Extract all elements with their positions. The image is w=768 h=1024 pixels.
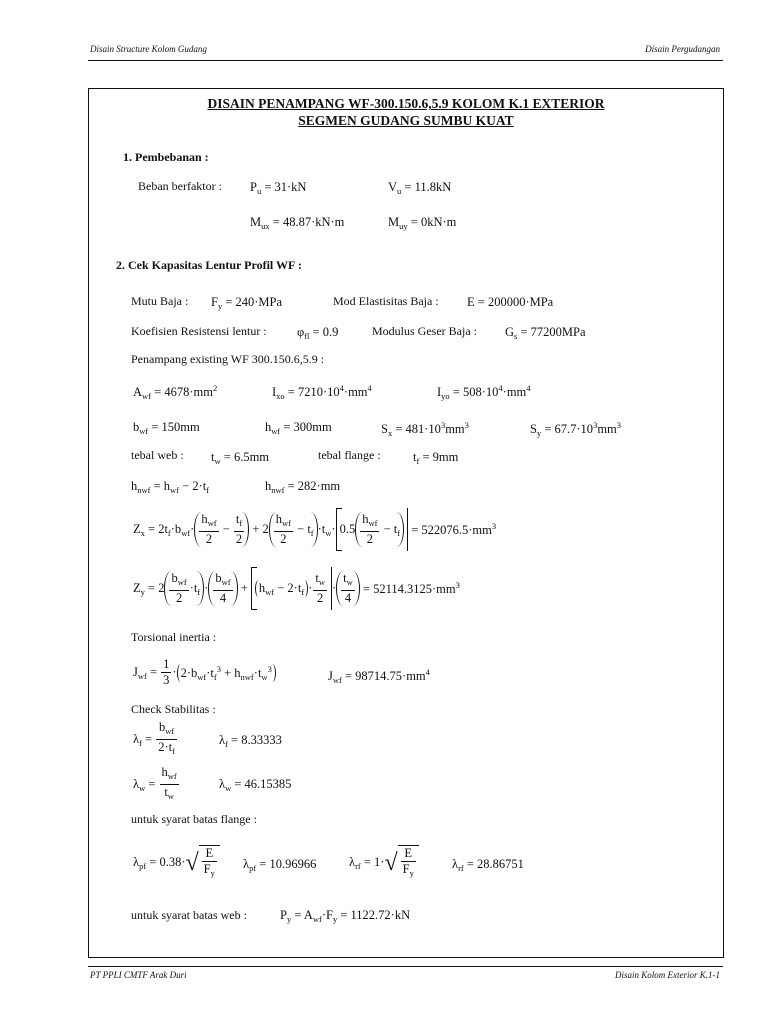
py-formula: $P_y = A_{wf}\cdot F_y = 1122.72\cdot kN$ [280,908,411,924]
iyo-value: 508·10 [462,385,499,399]
e-formula: E = 200000·MPa [467,295,554,309]
phi-formula: $\varphi_{fl} = 0.9$ [297,325,339,341]
lambda-rf-value: 28.86751 [477,857,524,871]
mux-formula: $M_{ux} = 48.87\cdot kN\cdot m$ [250,215,345,231]
hwf-formula: $h_{wf} = 300mm$ [265,420,332,436]
footer-rule [88,966,723,967]
lambda-w-formula: $\lambda_w = 46.15385$ [219,777,292,793]
tf-value: 9mm [432,450,459,464]
torsional-label: Torsional inertia : [131,630,217,644]
zy-equation: $Z_y = 2$ $b_{wf}$ 2 $\cdot t_f$ · $b_{wf}$ 4 + $h_{wf} - 2\cdot t_f$ · $\frac{t_w}{2}$ · $\frac{t_w}{4}$ = $52114.3125\cdot mm^3$ [133,567,460,610]
mux-value: 48.87·kN·m [282,215,345,229]
beban-label: Beban berfaktor : [138,179,222,193]
footer-left: PT PPLI CMTF Arak Duri [90,970,187,980]
awf-formula: $A_{wf} = 4678\cdot mm^2$ [133,383,218,401]
title-line-1: DISAIN PENAMPANG WF-300.150.6,5.9 KOLOM K.1 EXTERIOR [207,96,605,111]
jwf-formula: $J_{wf} = 98714.75\cdot mm^4$ [328,667,430,685]
lambda-rf-formula: $\lambda_{rf} = 28.86751$ [452,857,524,873]
bwf-value: 150mm [161,420,200,434]
mod-label: Mod Elastisitas Baja : [333,294,439,308]
gs-value: 77200MPa [530,325,586,339]
py-value: 1122.72·kN [350,908,411,922]
phi-value: 0.9 [322,325,339,339]
jwf-equation: $J_{wf}$ = $\frac{1}{3}$ · $2\cdot b_{wf}\cdot t_f^3 + h_{nwf}\cdot t_w^3$ [133,657,276,688]
pu-formula: $P_u = 31\cdot kN$ [250,180,307,196]
web-label: untuk syarat batas web : [131,908,247,922]
sx-formula: $S_x = 481\cdot 10^3mm^3$ [381,420,469,438]
iyo-formula: $I_{yo} = 508\cdot 10^4\cdot mm^4$ [437,383,531,401]
lambda-pf-equation: $\lambda_{pf} = 0.38\cdot√$ $\frac{E}{F_y}$ [133,845,220,881]
header-right: Disain Pergudangan [645,44,720,54]
fy-value: 240·MPa [235,295,283,309]
ixo-formula: $I_{xo} = 7210\cdot 10^4\cdot mm^4$ [272,383,372,401]
lambda-w-value: 46.15385 [244,777,292,791]
vu-formula: $V_u = 11.8kN$ [388,180,452,196]
section-2-heading: 2. Cek Kapasitas Lentur Profil WF : [116,258,302,272]
header-rule [88,60,723,61]
hnwf-formula: $h_{nwf} = 282\cdot mm$ [265,479,341,495]
zy-value: 52114.3125·mm [373,582,456,596]
tw-formula: $t_w = 6.5mm$ [211,450,270,466]
lambda-f-formula: $\lambda_f = 8.33333$ [219,733,282,749]
zx-value: 522076.5·mm [421,523,492,537]
fy-formula: $F_y = 240\cdot MPa$ [211,295,283,311]
penampang-label: Penampang existing WF 300.150.6,5.9 : [131,352,325,366]
check-label: Check Stabilitas : [131,702,216,716]
hwf-value: 300mm [293,420,332,434]
sx-value: 481·10 [405,422,441,436]
tebal-web-label: tebal web : [131,448,184,462]
tebal-flange-label: tebal flange : [318,448,381,462]
lambda-w-equation: $\lambda_w$ = $h_{wf}$ $t_w$ [133,765,177,801]
sy-formula: $S_y = 67.7\cdot 10^3mm^3$ [530,420,622,438]
tw-value: 6.5mm [233,450,270,464]
lambda-pf-formula: $\lambda_{pf} = 10.96966$ [243,857,317,873]
jwf-value: 98714.75·mm [355,669,426,683]
modg-label: Modulus Geser Baja : [372,324,477,338]
footer-right: Disain Kolom Exterior K.1-1 [615,970,720,980]
hnwf-value: 282·mm [297,479,341,493]
vu-value: 11.8kN [414,180,452,194]
gs-formula: $G_s = 77200MPa$ [505,325,586,341]
muy-formula: $M_{uy} = 0kN\cdot m$ [388,215,457,231]
e-value: 200000·MPa [487,295,554,309]
title-line-2: SEGMEN GUDANG SUMBU KUAT [298,113,514,128]
ixo-value: 7210·10 [297,385,340,399]
muy-value: 0kN·m [420,215,457,229]
koef-label: Koefisien Resistensi lentur : [131,324,267,338]
bwf-formula: $b_{wf} = 150mm$ [133,420,200,436]
section-1-heading: 1. Pembebanan : [123,150,209,164]
lambda-f-value: 8.33333 [241,733,282,747]
lambda-f-equation: $\lambda_f$ = $b_{wf}$ $2\cdot t_f$ [133,720,175,756]
zx-equation: $Z_x = 2t_f\cdot b_{wf}\cdot$ $h_{wf}$ 2 − $\frac{t_f}{2}$ + 2 $h_{wf}$ 2 − $t_f \cdot t_w\cdot 0.5$ $h_{wf}$ 2 − $t_f = 522076.5\cdot mm^3$ [133,508,496,551]
lambda-pf-value: 10.96966 [269,857,317,871]
header-left: Disain Structure Kolom Gudang [90,44,207,54]
hnwf-equation: $h_{nwf} = h_{wf} - 2\cdot t_f$ [131,479,210,495]
awf-value: 4678·mm [164,385,213,399]
sy-value: 67.7·10 [554,422,594,436]
lambda-rf-equation: $\lambda_{rf} = 1\cdot√$ $\frac{E}{F_y}$ [349,845,419,881]
flange-label: untuk syarat batas flange : [131,812,257,826]
pu-value: 31·kN [274,180,307,194]
mutu-label: Mutu Baja : [131,294,189,308]
tf-formula: $t_f = 9mm$ [413,450,459,466]
